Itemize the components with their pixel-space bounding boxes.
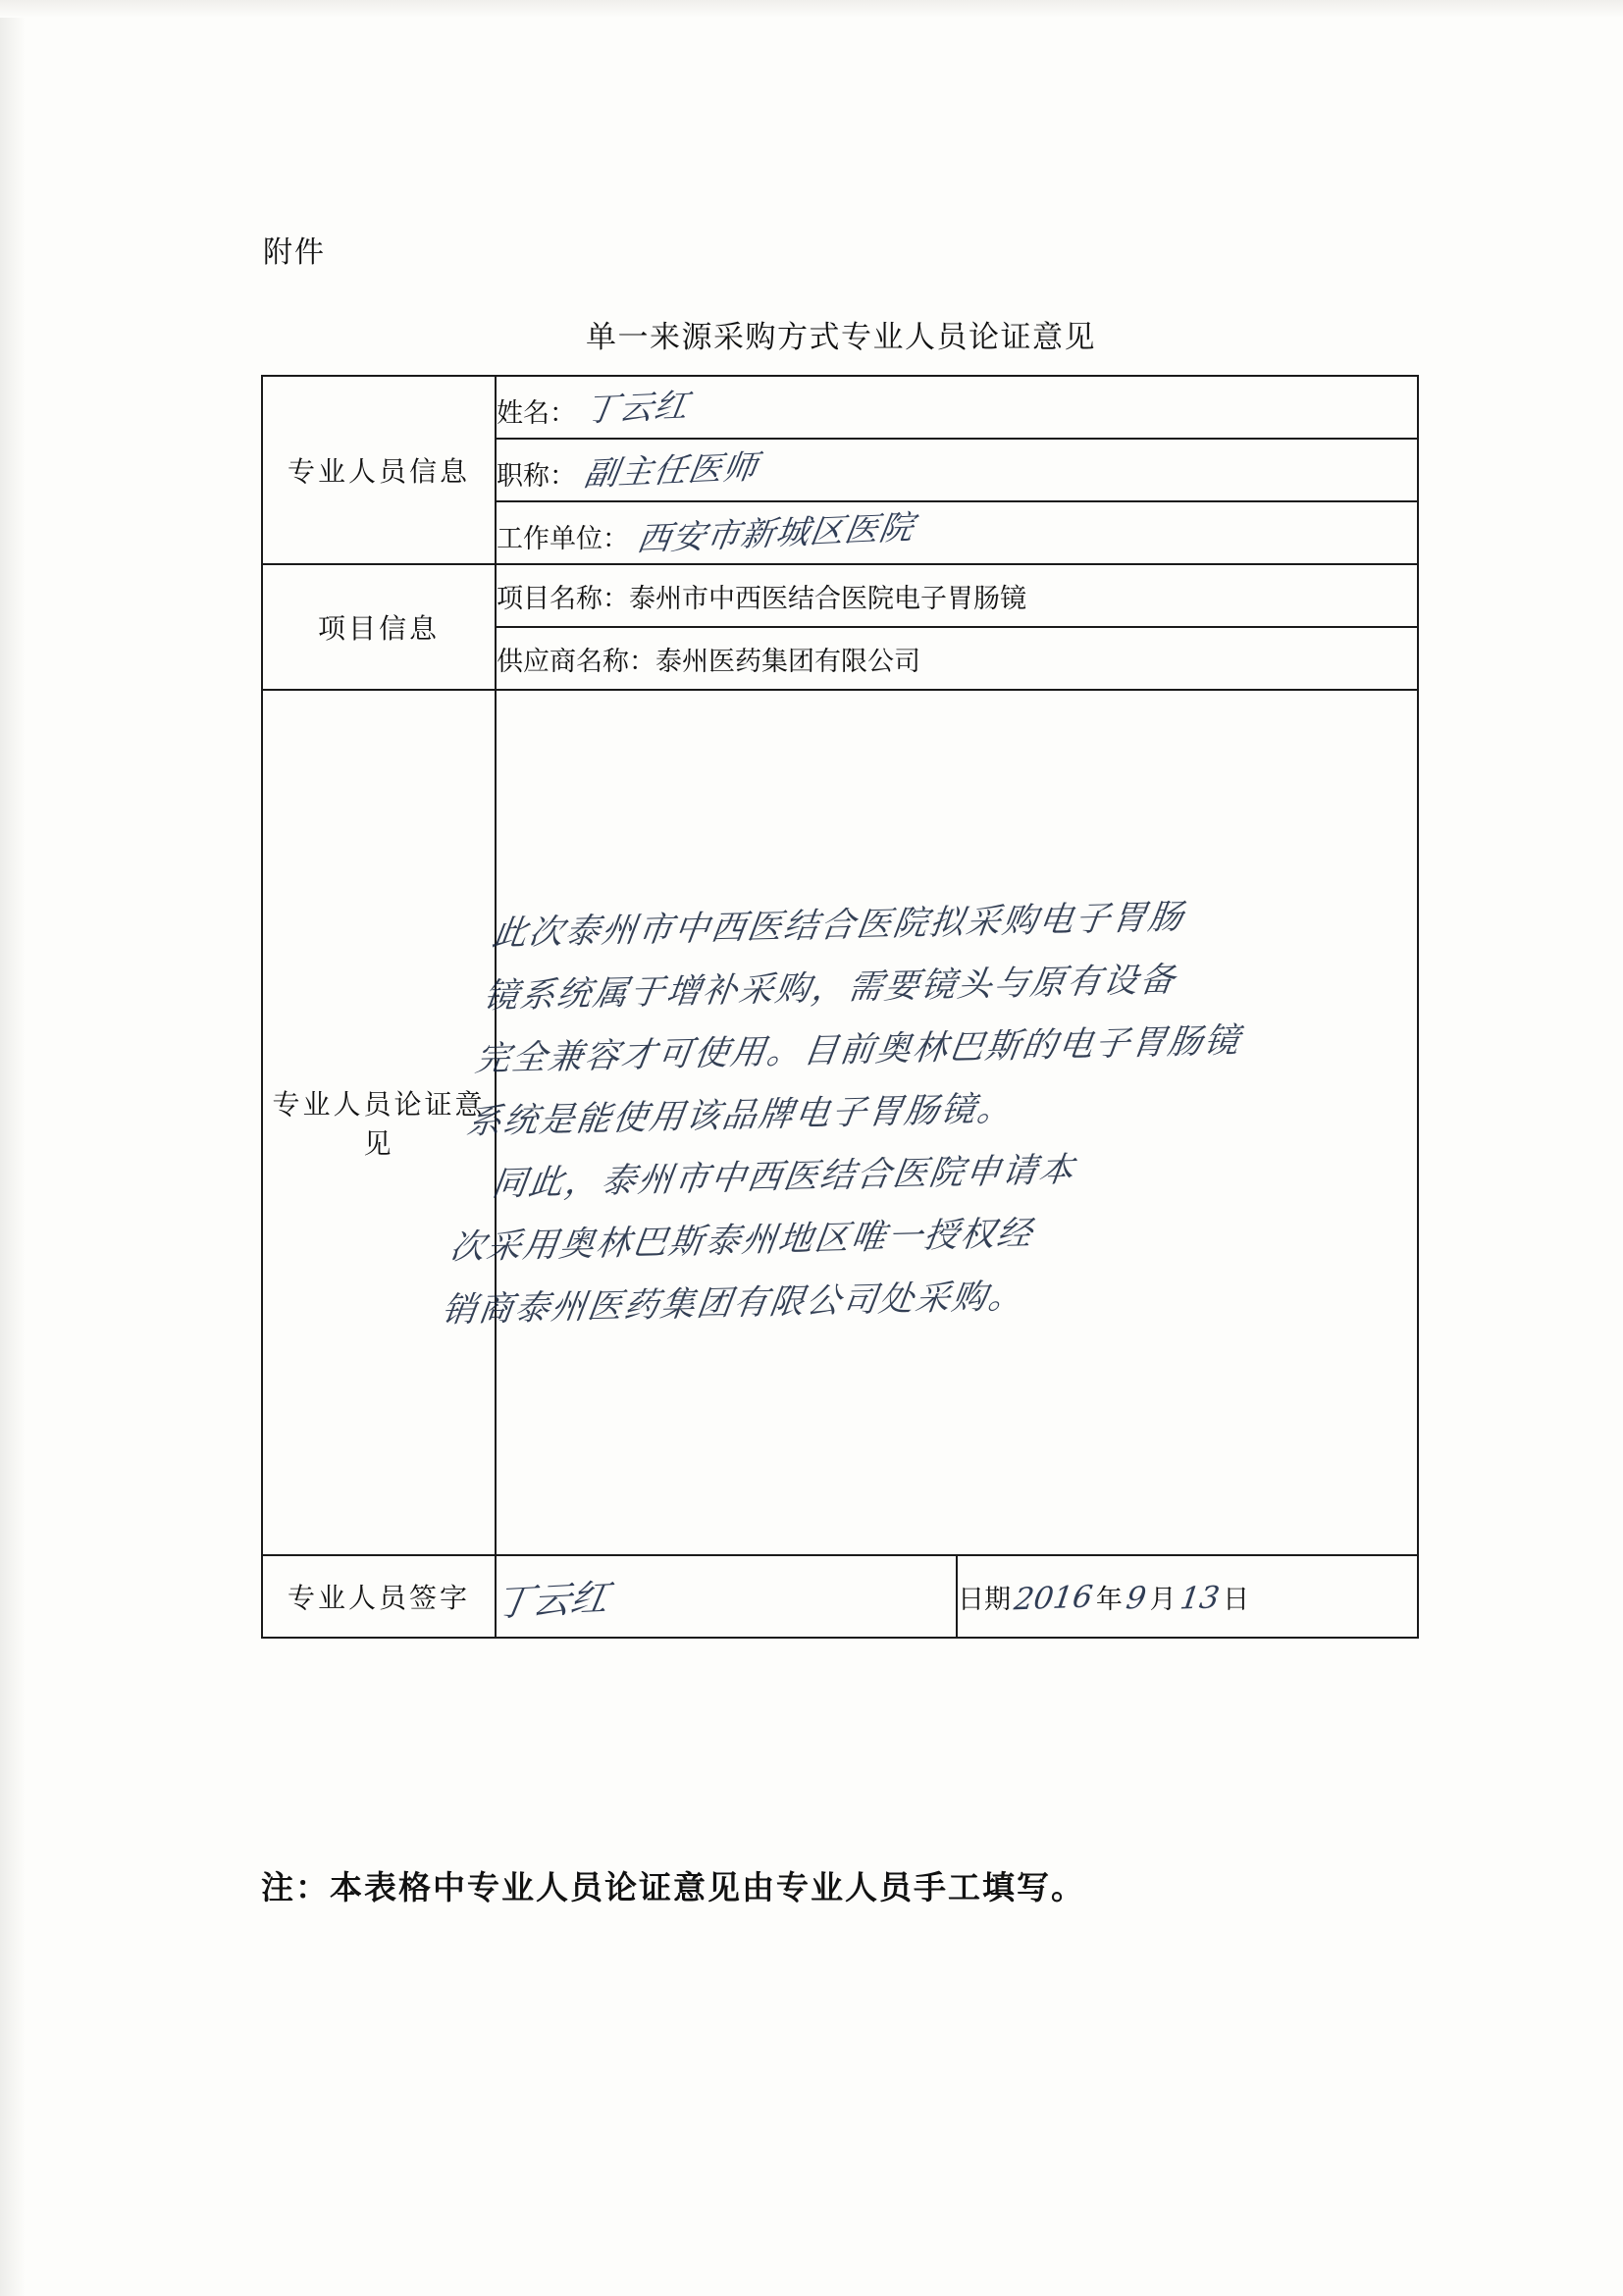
date-month-handwriting: 9 bbox=[1124, 1580, 1149, 1616]
section-label-project-info: 项目信息 bbox=[262, 564, 496, 690]
field-name-label: 姓名： bbox=[497, 397, 576, 429]
date-year-unit: 年 bbox=[1095, 1584, 1123, 1615]
argumentation-form bbox=[261, 375, 1419, 1639]
field-title-label: 职称： bbox=[497, 460, 576, 492]
section-label-personnel-info: 专业人员信息 bbox=[262, 376, 496, 564]
opinion-line: 销商泰州医药集团有限公司处采购。 bbox=[439, 1277, 1028, 1331]
footer-note: 注：本表格中专业人员论证意见由专业人员手工填写。 bbox=[261, 1868, 1085, 1906]
table-row bbox=[262, 564, 1418, 627]
date-day-unit: 日 bbox=[1223, 1584, 1250, 1615]
date-label: 日期 bbox=[958, 1584, 1011, 1615]
signature-label: 专业人员签字 bbox=[262, 1555, 496, 1638]
field-name-handwriting: 丁云红 bbox=[582, 386, 692, 430]
date-field bbox=[957, 1555, 1418, 1638]
table-row bbox=[262, 1555, 1418, 1638]
opinion-line: 完全兼容才可使用。目前奥林巴斯的电子胃肠镜 bbox=[472, 1020, 1244, 1079]
table-row bbox=[262, 690, 1418, 1555]
field-title-handwriting: 副主任医师 bbox=[581, 446, 761, 495]
opinion-line: 次采用奥林巴斯泰州地区唯一授权经 bbox=[447, 1214, 1036, 1268]
opinion-line: 同此，泰州市中西医结合医院申请本 bbox=[489, 1150, 1078, 1205]
field-name bbox=[496, 376, 1418, 439]
opinion-handwritten-area bbox=[439, 690, 1418, 1555]
opinion-handwriting bbox=[438, 880, 1420, 1342]
field-supplier-name: 供应商名称：泰州医药集团有限公司 bbox=[496, 627, 1418, 690]
opinion-line: 镜系统属于增补采购，需要镜头与原有设备 bbox=[481, 960, 1179, 1017]
page-title: 单一来源采购方式专业人员论证意见 bbox=[586, 320, 1096, 355]
field-workplace bbox=[496, 501, 1418, 564]
date-month-unit: 月 bbox=[1149, 1584, 1177, 1615]
date-day-handwriting: 13 bbox=[1177, 1579, 1222, 1617]
date-year-handwriting: 2016 bbox=[1012, 1579, 1095, 1617]
field-title bbox=[496, 439, 1418, 501]
field-project-name: 项目名称：泰州市中西医结合医院电子胃肠镜 bbox=[496, 564, 1418, 627]
scan-edge-top bbox=[0, 0, 1623, 18]
signature-field bbox=[492, 1555, 957, 1638]
field-workplace-label: 工作单位： bbox=[497, 523, 629, 554]
opinion-line: 系统是能使用该品牌电子胃肠镜。 bbox=[464, 1089, 1017, 1142]
section-label-opinion: 专业人员论证意见 bbox=[262, 690, 496, 1555]
table-row bbox=[262, 376, 1418, 439]
attachment-label: 附件 bbox=[263, 235, 326, 270]
signature-handwriting: 丁云红 bbox=[492, 1575, 612, 1625]
opinion-line: 此次泰州市中西医结合医院拟采购电子胃肠 bbox=[490, 897, 1187, 954]
field-workplace-handwriting: 西安市新城区医院 bbox=[634, 507, 917, 559]
